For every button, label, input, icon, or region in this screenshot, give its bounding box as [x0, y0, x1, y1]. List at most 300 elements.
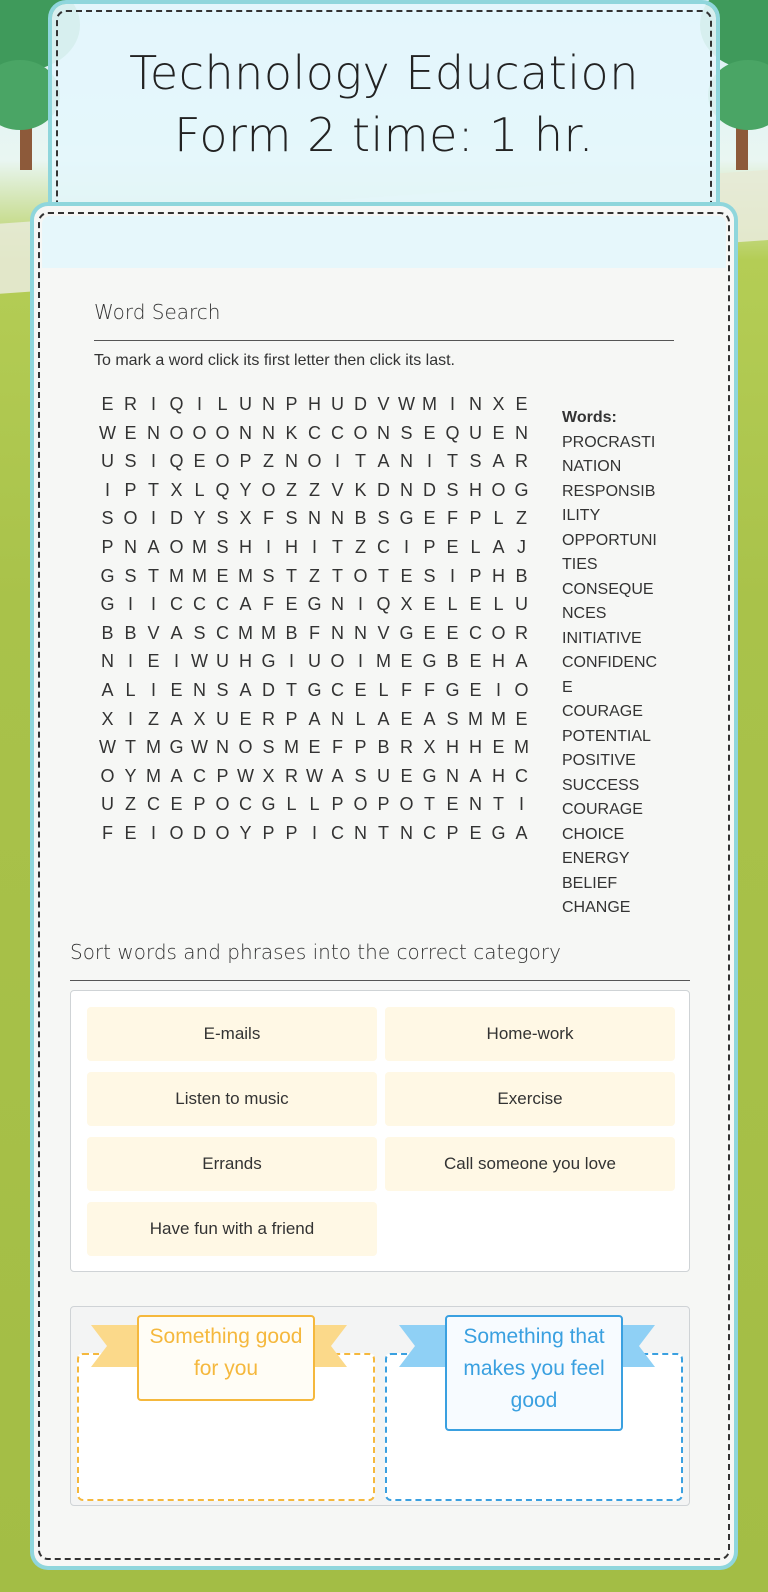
grid-letter[interactable]: M: [238, 565, 253, 586]
grid-letter[interactable]: L: [447, 594, 458, 615]
grid-letter[interactable]: Z: [125, 794, 136, 815]
grid-letter[interactable]: A: [147, 536, 160, 557]
grid-letter[interactable]: C: [170, 594, 183, 615]
grid-letter[interactable]: C: [331, 422, 344, 443]
grid-letter[interactable]: O: [261, 479, 276, 500]
grid-letter[interactable]: B: [285, 622, 298, 643]
grid-letter[interactable]: W: [306, 765, 323, 786]
grid-letter[interactable]: A: [515, 822, 528, 843]
grid-letter[interactable]: V: [147, 622, 160, 643]
grid-letter[interactable]: T: [332, 536, 343, 557]
grid-letter[interactable]: E: [446, 536, 459, 557]
grid-letter[interactable]: O: [215, 422, 230, 443]
grid-letter[interactable]: S: [446, 708, 459, 729]
grid-letter[interactable]: D: [193, 822, 206, 843]
grid-letter[interactable]: N: [193, 679, 206, 700]
draggable-item[interactable]: Exercise: [385, 1072, 675, 1126]
grid-letter[interactable]: S: [446, 479, 459, 500]
grid-letter[interactable]: C: [216, 622, 229, 643]
grid-letter[interactable]: L: [493, 594, 504, 615]
grid-letter[interactable]: B: [446, 651, 459, 672]
grid-letter[interactable]: X: [101, 708, 114, 729]
grid-letter[interactable]: H: [239, 651, 252, 672]
grid-letter[interactable]: P: [101, 536, 114, 557]
grid-letter[interactable]: P: [262, 822, 275, 843]
grid-letter[interactable]: B: [354, 508, 367, 529]
grid-letter[interactable]: Z: [309, 479, 320, 500]
grid-letter[interactable]: N: [308, 508, 321, 529]
grid-letter[interactable]: A: [492, 536, 505, 557]
grid-letter[interactable]: N: [331, 622, 344, 643]
grid-letter[interactable]: A: [331, 765, 344, 786]
grid-letter[interactable]: V: [377, 394, 390, 414]
grid-letter[interactable]: C: [331, 822, 344, 843]
grid-letter[interactable]: Y: [124, 765, 137, 786]
grid-letter[interactable]: S: [262, 737, 275, 758]
grid-letter[interactable]: S: [285, 508, 298, 529]
grid-letter[interactable]: F: [263, 594, 274, 615]
grid-letter[interactable]: E: [170, 794, 183, 815]
grid-letter[interactable]: N: [515, 422, 528, 443]
grid-letter[interactable]: G: [307, 594, 322, 615]
grid-letter[interactable]: D: [377, 479, 390, 500]
grid-letter[interactable]: I: [357, 594, 363, 615]
grid-letter[interactable]: M: [146, 737, 161, 758]
grid-letter[interactable]: I: [449, 565, 455, 586]
grid-letter[interactable]: G: [491, 822, 506, 843]
grid-letter[interactable]: G: [100, 565, 115, 586]
grid-letter[interactable]: N: [147, 422, 160, 443]
grid-letter[interactable]: I: [495, 679, 501, 700]
grid-letter[interactable]: Y: [239, 479, 252, 500]
draggable-item[interactable]: Call someone you love: [385, 1137, 675, 1191]
grid-letter[interactable]: G: [514, 479, 529, 500]
grid-letter[interactable]: L: [378, 679, 389, 700]
grid-letter[interactable]: Z: [355, 536, 366, 557]
grid-letter[interactable]: A: [170, 765, 183, 786]
grid-letter[interactable]: L: [286, 794, 297, 815]
grid-letter[interactable]: T: [447, 451, 458, 472]
grid-letter[interactable]: N: [285, 451, 298, 472]
grid-letter[interactable]: N: [124, 536, 137, 557]
grid-letter[interactable]: E: [469, 679, 482, 700]
grid-letter[interactable]: F: [102, 822, 113, 843]
grid-letter[interactable]: W: [99, 422, 116, 443]
grid-letter[interactable]: K: [285, 422, 298, 443]
grid-letter[interactable]: I: [196, 394, 202, 414]
grid-letter[interactable]: O: [123, 508, 138, 529]
grid-letter[interactable]: T: [355, 451, 366, 472]
grid-letter[interactable]: M: [238, 622, 253, 643]
grid-letter[interactable]: A: [308, 708, 321, 729]
grid-letter[interactable]: M: [192, 536, 207, 557]
grid-letter[interactable]: O: [169, 822, 184, 843]
grid-letter[interactable]: O: [169, 422, 184, 443]
grid-letter[interactable]: G: [399, 508, 414, 529]
grid-letter[interactable]: E: [469, 822, 482, 843]
grid-letter[interactable]: Z: [309, 565, 320, 586]
grid-letter[interactable]: R: [285, 765, 298, 786]
grid-letter[interactable]: N: [469, 394, 482, 414]
grid-letter[interactable]: E: [469, 651, 482, 672]
grid-letter[interactable]: T: [148, 479, 159, 500]
grid-letter[interactable]: E: [124, 422, 137, 443]
grid-letter[interactable]: L: [355, 708, 366, 729]
grid-letter[interactable]: I: [150, 679, 156, 700]
grid-letter[interactable]: E: [446, 622, 459, 643]
grid-letter[interactable]: H: [446, 737, 459, 758]
grid-letter[interactable]: N: [331, 508, 344, 529]
grid-letter[interactable]: F: [424, 679, 435, 700]
grid-letter[interactable]: P: [423, 536, 436, 557]
grid-letter[interactable]: I: [127, 594, 133, 615]
grid-letter[interactable]: E: [170, 679, 183, 700]
grid-letter[interactable]: N: [216, 737, 229, 758]
grid-letter[interactable]: P: [446, 822, 459, 843]
grid-letter[interactable]: E: [446, 794, 459, 815]
grid-letter[interactable]: U: [239, 394, 252, 414]
grid-letter[interactable]: B: [377, 737, 390, 758]
grid-letter[interactable]: I: [426, 451, 432, 472]
grid-letter[interactable]: I: [104, 479, 110, 500]
grid-letter[interactable]: I: [127, 708, 133, 729]
grid-letter[interactable]: Y: [193, 508, 206, 529]
grid-letter[interactable]: C: [423, 822, 436, 843]
grid-letter[interactable]: A: [515, 651, 528, 672]
grid-letter[interactable]: E: [492, 737, 505, 758]
grid-letter[interactable]: A: [377, 451, 390, 472]
grid-letter[interactable]: I: [127, 651, 133, 672]
grid-letter[interactable]: P: [193, 794, 206, 815]
draggable-item[interactable]: Have fun with a friend: [87, 1202, 377, 1256]
grid-letter[interactable]: T: [286, 679, 297, 700]
grid-letter[interactable]: U: [515, 594, 528, 615]
grid-letter[interactable]: N: [469, 794, 482, 815]
grid-letter[interactable]: C: [193, 765, 206, 786]
grid-letter[interactable]: E: [400, 565, 413, 586]
grid-letter[interactable]: R: [515, 622, 528, 643]
grid-letter[interactable]: N: [354, 822, 367, 843]
grid-letter[interactable]: Q: [215, 479, 230, 500]
grid-letter[interactable]: J: [517, 536, 526, 557]
grid-letter[interactable]: G: [422, 765, 437, 786]
grid-letter[interactable]: C: [377, 536, 390, 557]
grid-letter[interactable]: S: [216, 508, 229, 529]
grid-letter[interactable]: I: [449, 394, 455, 414]
grid-letter[interactable]: N: [331, 708, 344, 729]
grid-letter[interactable]: W: [237, 765, 254, 786]
grid-letter[interactable]: M: [146, 765, 161, 786]
grid-letter[interactable]: P: [216, 765, 229, 786]
grid-letter[interactable]: C: [239, 794, 252, 815]
grid-letter[interactable]: O: [353, 794, 368, 815]
grid-letter[interactable]: I: [334, 451, 340, 472]
grid-letter[interactable]: G: [169, 737, 184, 758]
grid-letter[interactable]: O: [238, 737, 253, 758]
grid-letter[interactable]: X: [492, 394, 505, 414]
grid-letter[interactable]: O: [215, 794, 230, 815]
grid-letter[interactable]: S: [193, 622, 206, 643]
grid-letter[interactable]: E: [492, 422, 505, 443]
grid-letter[interactable]: H: [492, 765, 505, 786]
grid-letter[interactable]: H: [285, 536, 298, 557]
grid-letter[interactable]: U: [101, 451, 114, 472]
grid-letter[interactable]: M: [169, 565, 184, 586]
grid-letter[interactable]: P: [285, 708, 298, 729]
grid-letter[interactable]: X: [262, 765, 275, 786]
grid-letter[interactable]: E: [469, 594, 482, 615]
grid-letter[interactable]: M: [261, 622, 276, 643]
grid-letter[interactable]: S: [124, 565, 137, 586]
grid-letter[interactable]: H: [492, 565, 505, 586]
grid-letter[interactable]: Z: [286, 479, 297, 500]
grid-letter[interactable]: A: [469, 765, 482, 786]
grid-letter[interactable]: M: [376, 651, 391, 672]
grid-letter[interactable]: A: [492, 451, 505, 472]
grid-letter[interactable]: O: [215, 451, 230, 472]
grid-letter[interactable]: K: [354, 479, 367, 500]
grid-letter[interactable]: S: [377, 508, 390, 529]
grid-letter[interactable]: S: [101, 508, 114, 529]
grid-letter[interactable]: E: [101, 394, 114, 414]
grid-letter[interactable]: A: [377, 708, 390, 729]
grid-letter[interactable]: T: [125, 737, 136, 758]
grid-letter[interactable]: N: [239, 422, 252, 443]
grid-letter[interactable]: S: [216, 679, 229, 700]
grid-letter[interactable]: I: [311, 822, 317, 843]
grid-letter[interactable]: G: [261, 651, 276, 672]
grid-letter[interactable]: E: [124, 822, 137, 843]
grid-letter[interactable]: N: [400, 451, 413, 472]
grid-letter[interactable]: O: [215, 822, 230, 843]
grid-letter[interactable]: B: [124, 622, 137, 643]
grid-letter[interactable]: I: [311, 536, 317, 557]
grid-letter[interactable]: L: [125, 679, 136, 700]
grid-letter[interactable]: P: [239, 451, 252, 472]
grid-letter[interactable]: C: [216, 594, 229, 615]
grid-letter[interactable]: I: [150, 451, 156, 472]
grid-letter[interactable]: E: [285, 594, 298, 615]
grid-letter[interactable]: I: [403, 536, 409, 557]
grid-letter[interactable]: S: [423, 565, 436, 586]
grid-letter[interactable]: X: [170, 479, 183, 500]
grid-letter[interactable]: Q: [169, 394, 184, 414]
grid-letter[interactable]: F: [447, 508, 458, 529]
grid-letter[interactable]: T: [332, 565, 343, 586]
grid-letter[interactable]: X: [239, 508, 252, 529]
grid-letter[interactable]: C: [193, 594, 206, 615]
grid-letter[interactable]: H: [469, 737, 482, 758]
grid-letter[interactable]: D: [423, 479, 436, 500]
grid-letter[interactable]: V: [377, 622, 390, 643]
grid-letter[interactable]: N: [354, 622, 367, 643]
grid-letter[interactable]: G: [100, 594, 115, 615]
grid-letter[interactable]: Q: [376, 594, 391, 615]
grid-letter[interactable]: I: [150, 594, 156, 615]
grid-letter[interactable]: Z: [516, 508, 527, 529]
grid-letter[interactable]: E: [308, 737, 321, 758]
grid-letter[interactable]: B: [515, 565, 528, 586]
grid-letter[interactable]: G: [307, 679, 322, 700]
grid-letter[interactable]: P: [124, 479, 137, 500]
grid-letter[interactable]: O: [169, 536, 184, 557]
grid-letter[interactable]: O: [514, 679, 529, 700]
grid-letter[interactable]: R: [124, 394, 137, 414]
grid-letter[interactable]: L: [217, 394, 228, 414]
grid-letter[interactable]: I: [518, 794, 524, 815]
grid-letter[interactable]: P: [354, 737, 367, 758]
grid-letter[interactable]: U: [308, 651, 321, 672]
grid-letter[interactable]: O: [491, 479, 506, 500]
grid-letter[interactable]: O: [491, 622, 506, 643]
grid-letter[interactable]: A: [423, 708, 436, 729]
grid-letter[interactable]: I: [357, 651, 363, 672]
grid-letter[interactable]: T: [148, 565, 159, 586]
grid-letter[interactable]: C: [147, 794, 160, 815]
grid-letter[interactable]: Q: [169, 451, 184, 472]
grid-letter[interactable]: Q: [445, 422, 460, 443]
grid-letter[interactable]: N: [400, 822, 413, 843]
grid-letter[interactable]: N: [262, 422, 275, 443]
grid-letter[interactable]: N: [400, 479, 413, 500]
grid-letter[interactable]: N: [446, 765, 459, 786]
grid-letter[interactable]: G: [445, 679, 460, 700]
grid-letter[interactable]: T: [378, 565, 389, 586]
grid-letter[interactable]: I: [150, 394, 156, 414]
grid-letter[interactable]: E: [400, 651, 413, 672]
grid-letter[interactable]: L: [194, 479, 205, 500]
grid-letter[interactable]: S: [400, 422, 413, 443]
grid-letter[interactable]: M: [468, 708, 483, 729]
grid-letter[interactable]: E: [193, 451, 206, 472]
grid-letter[interactable]: A: [239, 679, 252, 700]
grid-letter[interactable]: W: [191, 737, 208, 758]
grid-letter[interactable]: M: [491, 708, 506, 729]
grid-letter[interactable]: P: [331, 794, 344, 815]
grid-letter[interactable]: I: [150, 508, 156, 529]
grid-letter[interactable]: C: [515, 765, 528, 786]
grid-letter[interactable]: O: [192, 422, 207, 443]
grid-letter[interactable]: F: [332, 737, 343, 758]
grid-letter[interactable]: S: [354, 765, 367, 786]
grid-letter[interactable]: U: [216, 651, 229, 672]
grid-letter[interactable]: I: [265, 536, 271, 557]
grid-letter[interactable]: E: [239, 708, 252, 729]
grid-letter[interactable]: D: [354, 394, 367, 414]
grid-letter[interactable]: M: [514, 737, 529, 758]
grid-letter[interactable]: L: [493, 508, 504, 529]
grid-letter[interactable]: U: [377, 765, 390, 786]
grid-letter[interactable]: U: [331, 394, 344, 414]
grid-letter[interactable]: F: [263, 508, 274, 529]
grid-letter[interactable]: R: [515, 451, 528, 472]
grid-letter[interactable]: P: [377, 794, 390, 815]
grid-letter[interactable]: V: [331, 479, 344, 500]
grid-letter[interactable]: N: [262, 394, 275, 414]
grid-letter[interactable]: P: [469, 508, 482, 529]
grid-letter[interactable]: X: [193, 708, 206, 729]
grid-letter[interactable]: P: [285, 394, 298, 414]
grid-letter[interactable]: C: [331, 679, 344, 700]
grid-letter[interactable]: L: [470, 536, 481, 557]
grid-letter[interactable]: O: [353, 565, 368, 586]
grid-letter[interactable]: O: [100, 765, 115, 786]
grid-letter[interactable]: H: [308, 394, 321, 414]
draggable-item[interactable]: E-mails: [87, 1007, 377, 1061]
grid-letter[interactable]: G: [422, 651, 437, 672]
grid-letter[interactable]: U: [469, 422, 482, 443]
grid-letter[interactable]: E: [400, 708, 413, 729]
grid-letter[interactable]: I: [150, 822, 156, 843]
grid-letter[interactable]: D: [262, 679, 275, 700]
grid-letter[interactable]: X: [423, 737, 436, 758]
grid-letter[interactable]: E: [400, 765, 413, 786]
grid-letter[interactable]: W: [398, 394, 415, 414]
grid-letter[interactable]: U: [101, 794, 114, 815]
grid-letter[interactable]: N: [331, 594, 344, 615]
grid-letter[interactable]: E: [147, 651, 160, 672]
grid-letter[interactable]: O: [399, 794, 414, 815]
grid-letter[interactable]: A: [170, 622, 183, 643]
grid-letter[interactable]: E: [515, 708, 528, 729]
grid-letter[interactable]: S: [216, 536, 229, 557]
grid-letter[interactable]: A: [170, 708, 183, 729]
grid-letter[interactable]: G: [261, 794, 276, 815]
grid-letter[interactable]: M: [422, 394, 437, 414]
grid-letter[interactable]: R: [400, 737, 413, 758]
grid-letter[interactable]: W: [191, 651, 208, 672]
grid-letter[interactable]: B: [101, 622, 114, 643]
grid-letter[interactable]: M: [284, 737, 299, 758]
grid-letter[interactable]: I: [288, 651, 294, 672]
grid-letter[interactable]: X: [400, 594, 413, 615]
grid-letter[interactable]: N: [377, 422, 390, 443]
grid-letter[interactable]: O: [330, 651, 345, 672]
grid-letter[interactable]: E: [216, 565, 229, 586]
grid-letter[interactable]: P: [469, 565, 482, 586]
grid-letter[interactable]: S: [124, 451, 137, 472]
grid-letter[interactable]: H: [239, 536, 252, 557]
grid-letter[interactable]: Y: [239, 822, 252, 843]
grid-letter[interactable]: E: [515, 394, 528, 414]
grid-letter[interactable]: T: [286, 565, 297, 586]
grid-letter[interactable]: F: [309, 622, 320, 643]
grid-letter[interactable]: E: [423, 422, 436, 443]
grid-letter[interactable]: H: [492, 651, 505, 672]
grid-letter[interactable]: S: [262, 565, 275, 586]
grid-letter[interactable]: E: [423, 622, 436, 643]
grid-letter[interactable]: T: [424, 794, 435, 815]
grid-letter[interactable]: D: [170, 508, 183, 529]
grid-letter[interactable]: N: [101, 651, 114, 672]
grid-letter[interactable]: H: [469, 479, 482, 500]
grid-letter[interactable]: U: [216, 708, 229, 729]
grid-letter[interactable]: E: [423, 594, 436, 615]
grid-letter[interactable]: L: [309, 794, 320, 815]
grid-letter[interactable]: W: [99, 737, 116, 758]
grid-letter[interactable]: A: [101, 679, 114, 700]
draggable-item[interactable]: Home-work: [385, 1007, 675, 1061]
grid-letter[interactable]: F: [401, 679, 412, 700]
grid-letter[interactable]: T: [493, 794, 504, 815]
grid-letter[interactable]: Z: [148, 708, 159, 729]
grid-letter[interactable]: P: [285, 822, 298, 843]
grid-letter[interactable]: E: [354, 679, 367, 700]
grid-letter[interactable]: C: [469, 622, 482, 643]
grid-letter[interactable]: R: [262, 708, 275, 729]
grid-letter[interactable]: C: [308, 422, 321, 443]
grid-letter[interactable]: E: [423, 508, 436, 529]
